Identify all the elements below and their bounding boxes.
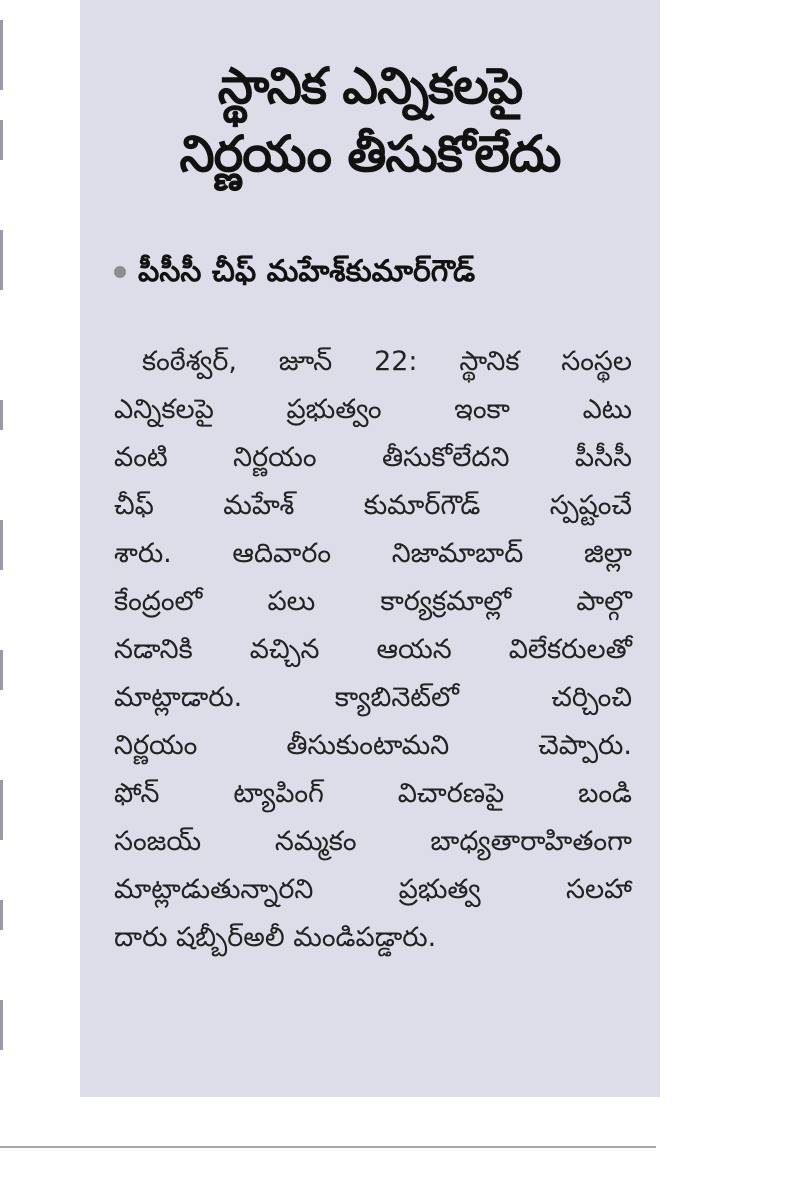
body-line: మాట్లాడారు. క్యాబినెట్‌లో చర్చించి (114, 682, 632, 713)
bottom-divider (0, 1146, 656, 1148)
body-line: చీఫ్ మహేశ్ కుమార్‌గౌడ్ స్పష్టంచే (114, 490, 632, 521)
body-line: కేంద్రంలో పలు కార్యక్రమాల్లో పాల్గొ (114, 586, 632, 617)
headline-line: స్థానిక ఎన్నికలపై (217, 57, 523, 115)
article-body (114, 338, 632, 962)
news-clipping (80, 0, 660, 1097)
bullet-icon (114, 266, 126, 278)
body-line: ఫోన్ ట్యాపింగ్ విచారణపై బండి (114, 778, 632, 809)
body-line: ఎన్నికలపై ప్రభుత్వం ఇంకా ఎటు (114, 394, 632, 425)
subheadline (114, 250, 634, 294)
body-line: నడానికి వచ్చిన ఆయన విలేకరులతో (114, 634, 632, 665)
headline-line: నిర్ణయం తీసుకోలేదు (179, 125, 561, 183)
left-edge-scan-marks (0, 0, 6, 1201)
headline (80, 52, 660, 188)
body-line: మాట్లాడుతున్నారని ప్రభుత్వ సలహా (114, 874, 632, 905)
body-line: వంటి నిర్ణయం తీసుకోలేదని పీసీసీ (114, 442, 632, 473)
body-line: శారు. ఆదివారం నిజామాబాద్ జిల్లా (114, 538, 632, 569)
body-line: దారు షబ్బీర్‌అలీ మండిపడ్డారు. (114, 922, 437, 953)
subheadline-text: పీసీసీ చీఫ్ మహేశ్‌కుమార్‌గౌడ్ (138, 254, 476, 289)
body-line: సంజయ్ నమ్మకం బాధ్యతారాహితంగా (114, 826, 632, 857)
body-line: నిర్ణయం తీసుకుంటామని చెప్పారు. (114, 730, 632, 761)
body-line: కంఠేశ్వర్, జూన్ 22: స్థానిక సంస్థల (142, 346, 632, 377)
